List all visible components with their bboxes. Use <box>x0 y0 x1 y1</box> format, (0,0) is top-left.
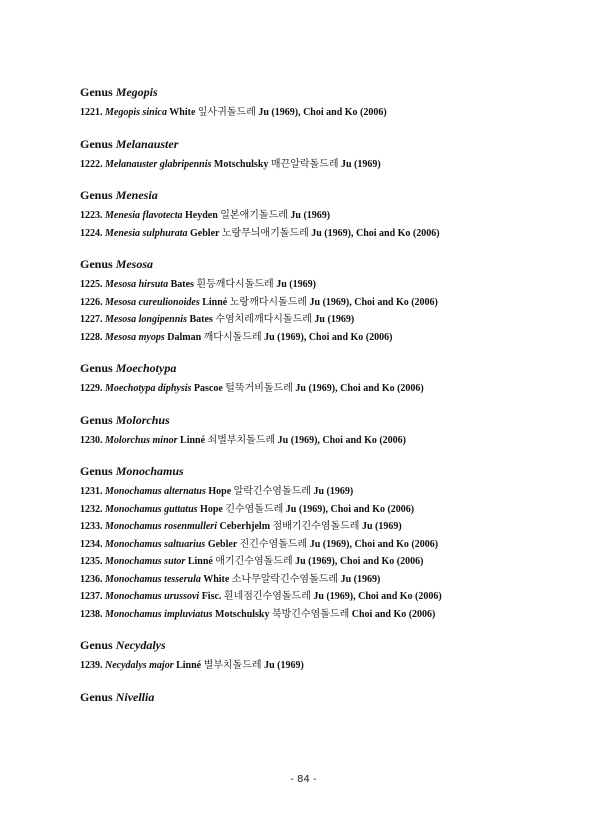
korean-name: 흰네점긴수염돌드레 <box>223 591 311 602</box>
species-entry <box>80 311 590 329</box>
entry-number: 1229. <box>80 383 103 394</box>
entry-number: 1233. <box>80 521 103 532</box>
entry-number: 1234. <box>80 538 103 550</box>
references: Ju (1969), Choi and Ko (2006) <box>295 383 424 394</box>
genus-label: Genus <box>80 689 113 704</box>
scientific-name: Mesosa longipennis <box>105 314 187 325</box>
references: Ju (1969), Choi and Ko (2006) <box>309 538 439 550</box>
species-entry <box>80 104 590 122</box>
korean-name: 알락긴수염돌드레 <box>233 486 311 497</box>
references: Ju (1969), Choi and Ko (2006) <box>309 296 438 308</box>
species-list <box>80 483 590 623</box>
scientific-name: Monochamus alternatus <box>105 486 206 497</box>
entry-number: 1230. <box>80 434 103 446</box>
genus-heading <box>80 689 590 705</box>
species-entry <box>80 483 590 501</box>
species-entry <box>80 657 590 675</box>
scientific-name: Megopis sinica <box>105 107 167 118</box>
scientific-name: Monochamus tesserula <box>105 573 201 585</box>
entry-number: 1231. <box>80 486 103 497</box>
scientific-name: Mesosa cureulionoides <box>105 296 200 308</box>
species-entry <box>80 225 590 243</box>
scientific-name: Moechotypa diphysis <box>105 383 192 394</box>
references: Ju (1969) <box>340 573 381 585</box>
genus-heading <box>80 187 590 203</box>
korean-name: 긴수염돌드레 <box>225 503 284 515</box>
korean-name: 진긴수염돌드레 <box>239 538 308 550</box>
scientific-name: Monochamus rosenmulleri <box>105 521 217 532</box>
author-name: Hope <box>208 486 232 497</box>
author-name: Gebler <box>190 227 220 239</box>
entry-number: 1226. <box>80 296 103 308</box>
genus-label: Genus <box>80 257 113 271</box>
species-entry <box>80 156 590 174</box>
author-name: Heyden <box>184 210 218 221</box>
species-entry <box>80 518 590 536</box>
entry-number: 1237. <box>80 591 103 602</box>
korean-name: 노랑무늬애기돌드레 <box>221 227 309 239</box>
references: Ju (1969) <box>290 210 331 221</box>
references: Ju (1969), Choi and Ko (2006) <box>311 227 440 239</box>
genus-name: Monochamus <box>115 464 184 478</box>
korean-name: 소나무알락긴수염돌드레 <box>231 573 339 585</box>
entry-number: 1236. <box>80 573 103 585</box>
scientific-name: Monochamus saltuarius <box>105 538 206 550</box>
scientific-name: Necydalys major <box>105 660 174 671</box>
genus-label: Genus <box>80 361 113 375</box>
author-name: Pascoe <box>193 383 223 394</box>
genus-label: Genus <box>80 464 113 478</box>
species-entry <box>80 536 590 554</box>
references: Ju (1969) <box>314 314 355 325</box>
author-name: Hope <box>200 503 223 515</box>
genus-heading <box>80 412 590 428</box>
genus-heading <box>80 256 590 272</box>
references: Ju (1969), Choi and Ko (2006) <box>313 591 442 602</box>
references: Choi and Ko (2006) <box>351 608 436 620</box>
entry-number: 1225. <box>80 279 103 290</box>
genus-section <box>80 689 590 705</box>
author-name: Linné <box>187 556 213 567</box>
species-entry <box>80 432 590 450</box>
species-entry <box>80 207 590 225</box>
entry-number: 1238. <box>80 608 103 620</box>
korean-name: 노랑깨다시돌드레 <box>229 296 308 308</box>
genus-label: Genus <box>80 412 113 427</box>
genus-heading <box>80 84 590 100</box>
species-list <box>80 276 590 346</box>
scientific-name: Monochamus urussovi <box>105 591 200 602</box>
author-name: White <box>169 107 196 118</box>
korean-name: 수염치레깨다시돌드레 <box>215 314 312 325</box>
entry-number: 1232. <box>80 503 103 515</box>
author-name: Motschulsky <box>215 608 270 620</box>
korean-name: 쇠벌부치돌드레 <box>207 434 276 446</box>
references: Ju (1969) <box>276 279 316 290</box>
korean-name: 흰등깨다시돌드레 <box>196 279 274 290</box>
scientific-name: Monochamus sutor <box>105 556 186 567</box>
references: Ju (1969), Choi and Ko (2006) <box>295 556 424 567</box>
genus-section <box>80 637 590 675</box>
scientific-name: Mesosa hirsuta <box>105 279 169 290</box>
species-entry <box>80 553 590 571</box>
scientific-name: Monochamus guttatus <box>105 503 198 515</box>
genus-section <box>80 463 590 623</box>
genus-name: Menesia <box>115 188 158 202</box>
author-name: Bates <box>189 314 213 325</box>
korean-name: 일본애기돌드레 <box>220 210 288 221</box>
references: Ju (1969) <box>361 521 402 532</box>
genus-section <box>80 412 590 450</box>
author-name: White <box>203 573 230 585</box>
author-name: Linné <box>202 296 228 308</box>
references: Ju (1969) <box>341 158 381 170</box>
genus-heading <box>80 360 590 376</box>
species-list <box>80 380 590 398</box>
entry-number: 1224. <box>80 227 103 239</box>
species-list <box>80 207 590 242</box>
genus-heading <box>80 463 590 479</box>
document-body <box>80 84 590 705</box>
genus-heading <box>80 637 590 653</box>
species-entry <box>80 571 590 589</box>
references: Ju (1969), Choi and Ko (2006) <box>285 503 415 515</box>
genus-name: Moechotypa <box>115 361 177 375</box>
page-number: - 84 - <box>290 774 317 785</box>
korean-name: 점배기긴수염돌드레 <box>272 521 360 532</box>
author-name: Fisc. <box>201 591 222 602</box>
scientific-name: Monochamus impluviatus <box>105 608 213 620</box>
species-list <box>80 657 590 675</box>
species-list <box>80 432 590 450</box>
references: Ju (1969), Choi and Ko (2006) <box>264 331 393 343</box>
scientific-name: Mesosa myops <box>105 331 165 343</box>
author-name: Linné <box>176 660 202 671</box>
genus-section <box>80 84 590 122</box>
author-name: Linné <box>180 434 206 446</box>
genus-name: Necydalys <box>115 638 166 652</box>
korean-name: 잎사귀돌드레 <box>197 107 256 118</box>
entry-number: 1239. <box>80 660 103 671</box>
korean-name: 매끈알락돌드레 <box>270 158 339 170</box>
genus-label: Genus <box>80 188 113 202</box>
species-entry <box>80 294 590 312</box>
korean-name: 별부치돌드레 <box>203 660 262 671</box>
references: Ju (1969) <box>313 486 354 497</box>
genus-name: Megopis <box>115 85 158 99</box>
genus-heading <box>80 136 590 152</box>
genus-name: Nivellia <box>115 689 155 704</box>
species-entry <box>80 329 590 347</box>
species-entry <box>80 606 590 624</box>
scientific-name: Menesia sulphurata <box>105 227 188 239</box>
species-entry <box>80 588 590 606</box>
genus-label: Genus <box>80 85 113 99</box>
genus-name: Melanauster <box>115 136 179 151</box>
species-entry <box>80 380 590 398</box>
author-name: Bates <box>170 279 194 290</box>
genus-section <box>80 187 590 242</box>
genus-name: Molorchus <box>115 412 170 427</box>
entry-number: 1235. <box>80 556 103 567</box>
species-list <box>80 156 590 174</box>
entry-number: 1222. <box>80 158 103 170</box>
genus-name: Mesosa <box>115 257 154 271</box>
references: Ju (1969) <box>264 660 304 671</box>
author-name: Gebler <box>207 538 238 550</box>
genus-section <box>80 136 590 174</box>
scientific-name: Melanauster glabripennis <box>105 158 212 170</box>
references: Ju (1969), Choi and Ko (2006) <box>277 434 407 446</box>
scientific-name: Menesia flavotecta <box>105 210 183 221</box>
species-entry <box>80 276 590 294</box>
entry-number: 1223. <box>80 210 103 221</box>
entry-number: 1228. <box>80 331 103 343</box>
author-name: Motschulsky <box>213 158 269 170</box>
species-entry <box>80 501 590 519</box>
korean-name: 털뚝거비돌드레 <box>225 383 293 394</box>
genus-label: Genus <box>80 638 113 652</box>
references: Ju (1969), Choi and Ko (2006) <box>258 107 387 118</box>
genus-label: Genus <box>80 136 113 151</box>
entry-number: 1227. <box>80 314 103 325</box>
author-name: Dalman <box>167 331 202 343</box>
korean-name: 애기긴수염돌드레 <box>215 556 293 567</box>
korean-name: 북방긴수염돌드레 <box>271 608 350 620</box>
scientific-name: Molorchus minor <box>105 434 178 446</box>
entry-number: 1221. <box>80 107 103 118</box>
species-list <box>80 104 590 122</box>
genus-section <box>80 360 590 398</box>
genus-section <box>80 256 590 346</box>
korean-name: 깨다시돌드레 <box>203 331 262 343</box>
author-name: Ceberhjelm <box>219 521 271 532</box>
